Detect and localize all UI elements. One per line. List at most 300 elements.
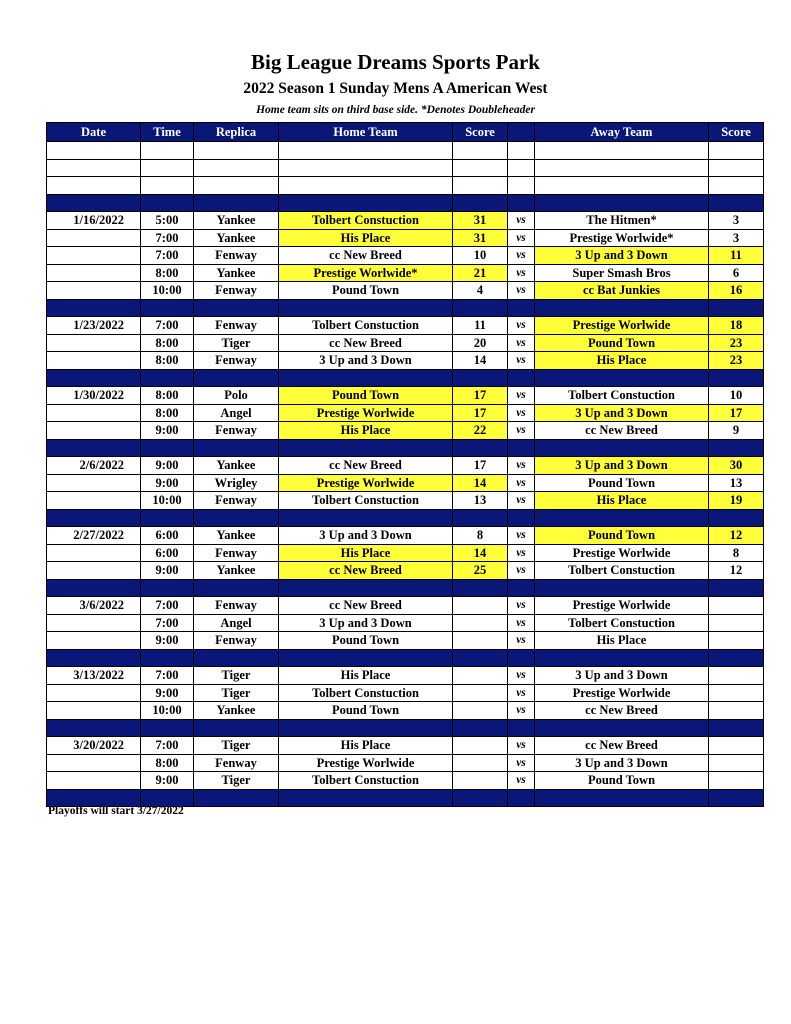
away-score [709,772,764,790]
game-row [47,404,764,422]
vs-label: vs [508,772,535,790]
away-team: His Place [535,352,709,370]
game-date [47,632,141,650]
game-field: Wrigley [194,474,279,492]
blank-cell [709,177,764,195]
separator-cell [535,369,709,387]
separator-cell [279,439,453,457]
away-score: 19 [709,492,764,510]
away-score [709,632,764,650]
game-date: 2/27/2022 [47,527,141,545]
vs-label: vs [508,247,535,265]
game-row [47,772,764,790]
away-score: 17 [709,404,764,422]
game-row [47,702,764,720]
home-score: 8 [453,527,508,545]
separator-cell [47,369,141,387]
home-team: Prestige Worlwide* [279,264,453,282]
away-team: 3 Up and 3 Down [535,457,709,475]
blank-cell [279,177,453,195]
blank-cell [194,159,279,177]
home-team: Tolbert Constuction [279,492,453,510]
blank-cell [47,177,141,195]
separator-cell [508,789,535,807]
game-date [47,352,141,370]
separator-cell [47,509,141,527]
game-row [47,737,764,755]
home-team: Tolbert Constuction [279,317,453,335]
separator-cell [141,649,194,667]
separator-cell [453,299,508,317]
game-field: Fenway [194,632,279,650]
page-subtitle: 2022 Season 1 Sunday Mens A American West [243,80,548,97]
home-score: 31 [453,229,508,247]
game-field: Tiger [194,772,279,790]
col-home-score-header: Score [453,123,508,142]
away-score [709,667,764,685]
blank-cell [535,142,709,160]
vs-label: vs [508,457,535,475]
home-score: 17 [453,457,508,475]
away-score: 12 [709,527,764,545]
home-team: Prestige Worlwide [279,754,453,772]
week-separator [47,579,764,597]
vs-label: vs [508,562,535,580]
blank-cell [279,142,453,160]
away-score [709,702,764,720]
game-time: 8:00 [141,387,194,405]
vs-label: vs [508,632,535,650]
game-time: 8:00 [141,754,194,772]
blank-cell [535,159,709,177]
home-score: 10 [453,247,508,265]
separator-cell [535,194,709,212]
vs-label: vs [508,212,535,230]
away-score: 18 [709,317,764,335]
separator-cell [279,649,453,667]
game-time: 7:00 [141,247,194,265]
home-team: cc New Breed [279,562,453,580]
away-score: 3 [709,212,764,230]
away-team: cc New Breed [535,702,709,720]
home-score: 14 [453,352,508,370]
home-score [453,737,508,755]
separator-cell [508,369,535,387]
blank-row [47,142,764,160]
home-score: 17 [453,387,508,405]
away-score: 30 [709,457,764,475]
separator-cell [141,509,194,527]
away-score: 23 [709,352,764,370]
separator-cell [453,719,508,737]
home-score: 22 [453,422,508,440]
away-score: 8 [709,544,764,562]
away-score: 23 [709,334,764,352]
separator-cell [141,789,194,807]
separator-cell [194,194,279,212]
separator-cell [535,649,709,667]
vs-label: vs [508,597,535,615]
separator-cell [508,579,535,597]
week-separator [47,439,764,457]
away-team: 3 Up and 3 Down [535,754,709,772]
col-vs-header [508,123,535,142]
blank-cell [508,159,535,177]
game-field: Yankee [194,527,279,545]
away-team: cc Bat Junkies [535,282,709,300]
col-away-score-header: Score [709,123,764,142]
home-score [453,772,508,790]
game-date [47,247,141,265]
away-score [709,597,764,615]
game-date: 1/30/2022 [47,387,141,405]
blank-cell [141,177,194,195]
vs-label: vs [508,754,535,772]
game-field: Fenway [194,247,279,265]
home-team: Tolbert Constuction [279,684,453,702]
game-time: 10:00 [141,282,194,300]
game-time: 7:00 [141,614,194,632]
home-score: 4 [453,282,508,300]
home-team: cc New Breed [279,457,453,475]
blank-cell [47,142,141,160]
home-score: 14 [453,544,508,562]
game-date [47,264,141,282]
game-row [47,684,764,702]
separator-cell [141,194,194,212]
separator-cell [453,579,508,597]
game-row [47,212,764,230]
game-date: 3/6/2022 [47,597,141,615]
away-team: Prestige Worlwide [535,597,709,615]
home-score: 17 [453,404,508,422]
game-time: 9:00 [141,474,194,492]
game-date: 1/23/2022 [47,317,141,335]
game-field: Fenway [194,544,279,562]
blank-cell [141,142,194,160]
home-team: His Place [279,544,453,562]
game-field: Tiger [194,334,279,352]
separator-cell [508,299,535,317]
separator-cell [47,579,141,597]
schedule-body [47,142,764,807]
home-team: Tolbert Constuction [279,772,453,790]
away-team: Tolbert Constuction [535,387,709,405]
separator-cell [508,719,535,737]
game-time: 8:00 [141,264,194,282]
col-home-team-header: Home Team [279,123,453,142]
game-field: Fenway [194,352,279,370]
game-row [47,667,764,685]
home-score: 21 [453,264,508,282]
home-score [453,614,508,632]
away-team: 3 Up and 3 Down [535,404,709,422]
vs-label: vs [508,387,535,405]
separator-cell [453,194,508,212]
away-team: Prestige Worlwide [535,317,709,335]
game-time: 7:00 [141,229,194,247]
home-score: 11 [453,317,508,335]
home-team: Prestige Worlwide [279,404,453,422]
blank-row [47,177,764,195]
separator-cell [279,579,453,597]
week-separator [47,509,764,527]
separator-cell [709,194,764,212]
separator-cell [453,649,508,667]
away-team: His Place [535,632,709,650]
separator-cell [709,369,764,387]
game-date [47,614,141,632]
schedule-table [46,122,764,807]
blank-cell [141,159,194,177]
away-team: Pound Town [535,772,709,790]
vs-label: vs [508,317,535,335]
game-date [47,474,141,492]
home-score [453,702,508,720]
separator-cell [279,194,453,212]
game-time: 10:00 [141,492,194,510]
separator-cell [47,719,141,737]
vs-label: vs [508,264,535,282]
separator-cell [194,649,279,667]
separator-cell [47,439,141,457]
away-team: cc New Breed [535,737,709,755]
home-team: cc New Breed [279,597,453,615]
game-row [47,597,764,615]
home-team: 3 Up and 3 Down [279,614,453,632]
separator-cell [194,299,279,317]
away-team: 3 Up and 3 Down [535,667,709,685]
game-field: Angel [194,404,279,422]
game-row [47,457,764,475]
vs-label: vs [508,492,535,510]
away-score: 3 [709,229,764,247]
vs-label: vs [508,229,535,247]
separator-cell [194,579,279,597]
game-field: Yankee [194,562,279,580]
separator-cell [194,509,279,527]
col-date-header: Date [47,123,141,142]
game-row [47,474,764,492]
col-replica-header: Replica [194,123,279,142]
game-date: 1/16/2022 [47,212,141,230]
separator-cell [279,509,453,527]
home-score: 14 [453,474,508,492]
playoffs-note: Playoffs will start 3/27/2022 [48,805,184,817]
away-score: 11 [709,247,764,265]
separator-cell [535,509,709,527]
game-field: Tiger [194,667,279,685]
home-team: cc New Breed [279,247,453,265]
home-team: Pound Town [279,632,453,650]
away-team: The Hitmen* [535,212,709,230]
blank-cell [453,159,508,177]
home-score [453,632,508,650]
vs-label: vs [508,282,535,300]
game-time: 8:00 [141,352,194,370]
game-field: Tiger [194,684,279,702]
away-team: Pound Town [535,334,709,352]
game-row [47,614,764,632]
home-team: His Place [279,737,453,755]
vs-label: vs [508,422,535,440]
separator-cell [194,719,279,737]
game-date [47,754,141,772]
separator-cell [535,719,709,737]
page-note: Home team sits on third base side. *Denotes Doubleheader [256,104,535,116]
game-row [47,562,764,580]
game-time: 9:00 [141,632,194,650]
game-time: 7:00 [141,667,194,685]
separator-cell [47,789,141,807]
away-team: 3 Up and 3 Down [535,247,709,265]
away-score [709,614,764,632]
game-field: Angel [194,614,279,632]
separator-cell [279,369,453,387]
game-row [47,492,764,510]
separator-cell [141,579,194,597]
game-field: Tiger [194,737,279,755]
game-time: 9:00 [141,772,194,790]
game-date: 3/13/2022 [47,667,141,685]
game-field: Polo [194,387,279,405]
game-time: 10:00 [141,702,194,720]
separator-cell [508,194,535,212]
game-date [47,282,141,300]
blank-cell [453,177,508,195]
separator-cell [709,509,764,527]
blank-cell [508,142,535,160]
separator-cell [279,789,453,807]
separator-cell [453,369,508,387]
away-team: Pound Town [535,527,709,545]
game-field: Fenway [194,754,279,772]
game-date: 3/20/2022 [47,737,141,755]
game-row [47,422,764,440]
blank-cell [709,159,764,177]
away-team: Prestige Worlwide [535,544,709,562]
separator-cell [194,789,279,807]
game-time: 9:00 [141,457,194,475]
separator-cell [141,439,194,457]
home-score [453,754,508,772]
game-date [47,334,141,352]
blank-cell [194,177,279,195]
away-score: 10 [709,387,764,405]
game-time: 7:00 [141,597,194,615]
away-score [709,737,764,755]
away-team: Prestige Worlwide [535,684,709,702]
blank-cell [535,177,709,195]
home-team: cc New Breed [279,334,453,352]
blank-cell [47,159,141,177]
blank-cell [709,142,764,160]
vs-label: vs [508,474,535,492]
away-score: 6 [709,264,764,282]
vs-label: vs [508,352,535,370]
vs-label: vs [508,684,535,702]
away-score: 9 [709,422,764,440]
separator-cell [709,649,764,667]
separator-cell [535,439,709,457]
away-score [709,754,764,772]
game-row [47,527,764,545]
home-team: His Place [279,422,453,440]
separator-cell [709,789,764,807]
home-score: 31 [453,212,508,230]
game-field: Yankee [194,264,279,282]
home-team: His Place [279,229,453,247]
game-date [47,404,141,422]
separator-cell [535,299,709,317]
game-row [47,632,764,650]
home-score [453,667,508,685]
blank-cell [194,142,279,160]
separator-cell [709,719,764,737]
game-field: Yankee [194,457,279,475]
separator-cell [709,579,764,597]
game-date: 2/6/2022 [47,457,141,475]
game-time: 5:00 [141,212,194,230]
separator-cell [453,509,508,527]
game-field: Fenway [194,282,279,300]
blank-cell [279,159,453,177]
separator-cell [709,439,764,457]
home-score [453,597,508,615]
vs-label: vs [508,527,535,545]
game-time: 9:00 [141,562,194,580]
game-time: 9:00 [141,422,194,440]
separator-cell [141,719,194,737]
week-separator [47,194,764,212]
home-team: Prestige Worlwide [279,474,453,492]
game-date [47,492,141,510]
home-team: Pound Town [279,282,453,300]
game-date [47,772,141,790]
game-field: Yankee [194,702,279,720]
game-row [47,282,764,300]
col-away-team-header: Away Team [535,123,709,142]
game-row [47,352,764,370]
game-time: 8:00 [141,404,194,422]
separator-cell [194,369,279,387]
game-row [47,754,764,772]
game-field: Fenway [194,317,279,335]
page-title: Big League Dreams Sports Park [251,50,540,74]
game-row [47,334,764,352]
home-team: Pound Town [279,387,453,405]
home-score: 25 [453,562,508,580]
away-score: 16 [709,282,764,300]
away-team: His Place [535,492,709,510]
vs-label: vs [508,702,535,720]
game-field: Fenway [194,492,279,510]
away-score: 12 [709,562,764,580]
separator-cell [709,299,764,317]
separator-cell [141,369,194,387]
separator-cell [453,789,508,807]
separator-cell [535,579,709,597]
game-date [47,544,141,562]
game-field: Yankee [194,212,279,230]
game-time: 7:00 [141,317,194,335]
separator-cell [279,299,453,317]
week-separator [47,369,764,387]
separator-cell [508,649,535,667]
blank-cell [508,177,535,195]
game-field: Fenway [194,597,279,615]
game-time: 9:00 [141,684,194,702]
